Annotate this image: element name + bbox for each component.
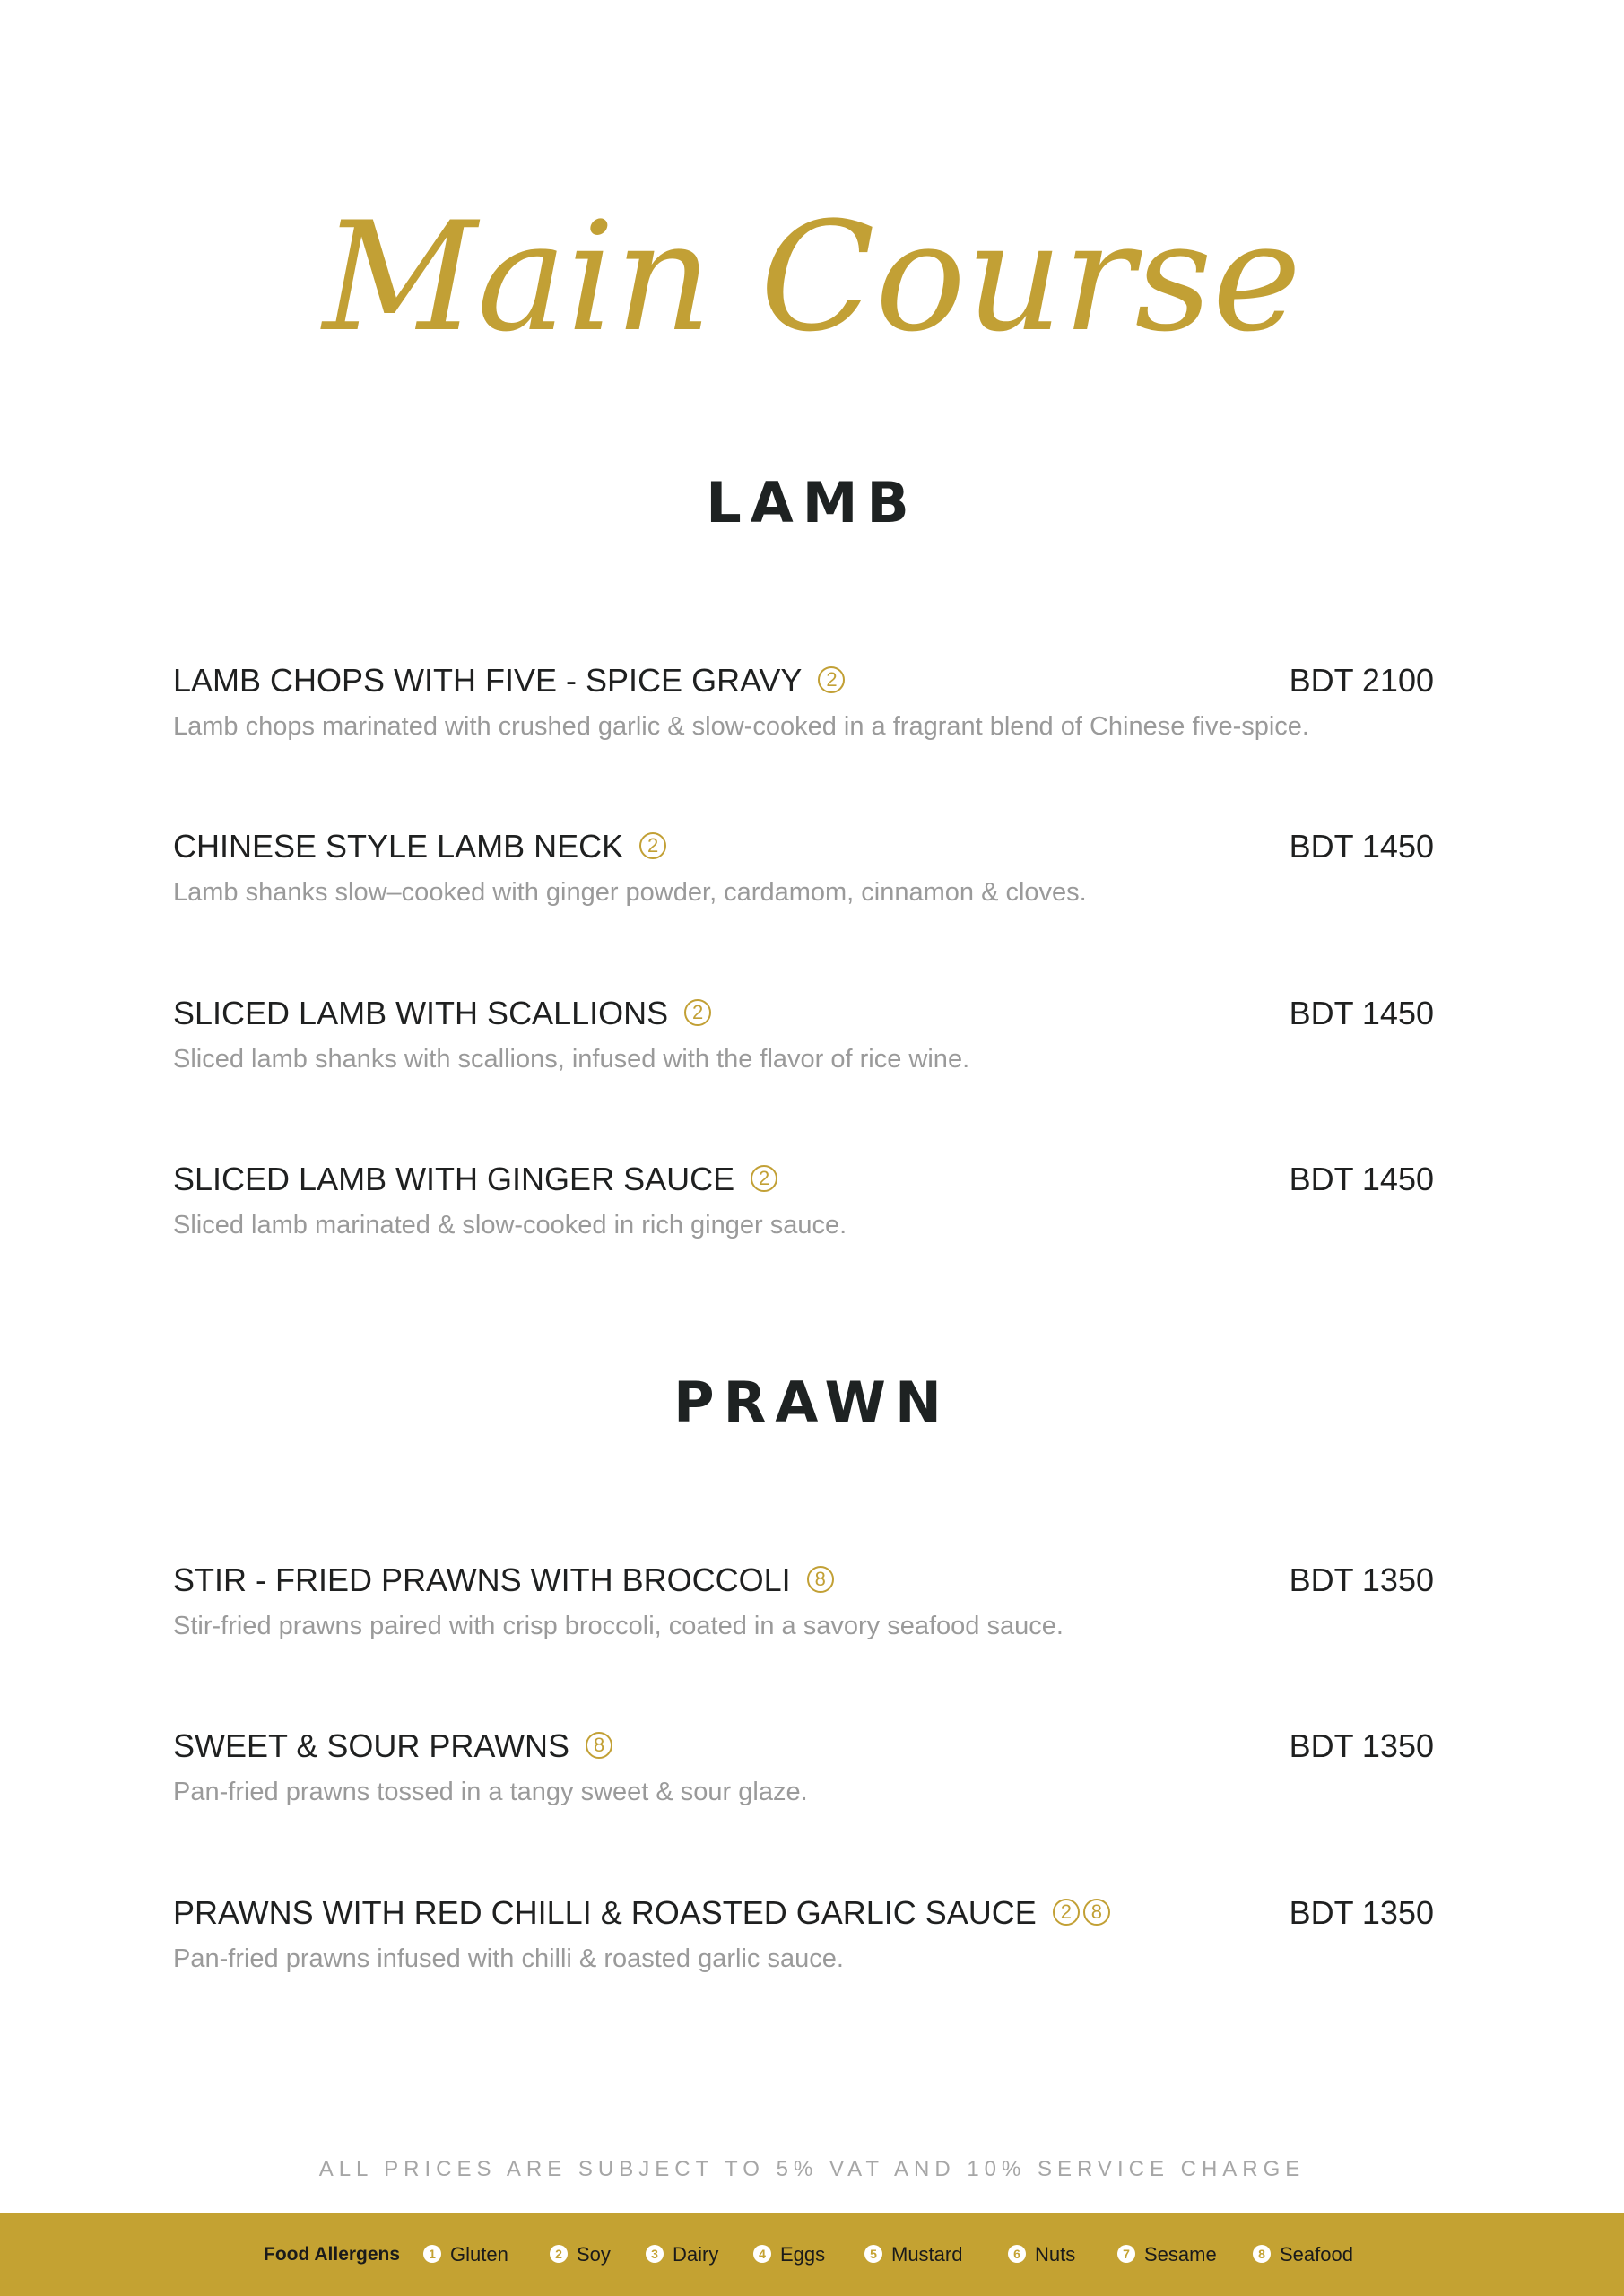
allergen-name: Mustard <box>891 2243 963 2266</box>
allergen-badge: 8 <box>586 1732 612 1759</box>
allergen-legend-item <box>753 2242 825 2267</box>
allergen-number-icon: 6 <box>1008 2245 1026 2263</box>
allergen-name: Seafood <box>1280 2243 1353 2266</box>
allergen-number-icon: 3 <box>646 2245 664 2263</box>
menu-item <box>173 1726 1434 1809</box>
item-name: STIR - FRIED PRAWNS WITH BROCCOLI <box>173 1561 791 1598</box>
allergen-legend-item <box>423 2242 508 2267</box>
menu-item <box>173 1561 1434 1643</box>
allergen-legend-label: Food Allergens <box>264 2244 401 2265</box>
item-description: Sliced lamb marinated & slow-cooked in rich ginger sauce. <box>173 1211 847 1239</box>
item-name: SLICED LAMB WITH GINGER SAUCE <box>173 1161 735 1197</box>
item-description: Lamb chops marinated with crushed garlic & slow-cooked in a fragrant blend of Chinese five-spice. <box>173 712 1309 741</box>
item-name-wrap <box>173 1726 612 1766</box>
item-description: Lamb shanks slow–cooked with ginger powder, cardamom, cinnamon & cloves. <box>173 878 1087 907</box>
item-price: BDT 1350 <box>1289 1561 1434 1598</box>
allergen-legend-item <box>646 2242 718 2267</box>
menu-item <box>173 827 1434 909</box>
allergen-legend-item <box>550 2242 611 2267</box>
allergen-number-icon: 2 <box>550 2245 568 2263</box>
allergen-badge: 8 <box>807 1566 834 1593</box>
allergen-legend-item <box>1008 2242 1075 2267</box>
item-name-wrap <box>173 661 845 700</box>
allergen-legend-item <box>864 2242 962 2267</box>
allergen-legend-bar <box>0 2213 1624 2296</box>
item-name-wrap <box>173 1561 834 1600</box>
section-heading-prawn: PRAWN <box>673 1370 951 1435</box>
allergen-name: Sesame <box>1144 2243 1217 2266</box>
allergen-badge: 2 <box>639 832 666 859</box>
allergen-number-icon: 7 <box>1117 2245 1135 2263</box>
allergen-legend-item <box>1117 2242 1217 2267</box>
allergen-number-icon: 5 <box>864 2245 882 2263</box>
allergen-number-icon: 4 <box>753 2245 771 2263</box>
item-name: PRAWNS WITH RED CHILLI & ROASTED GARLIC SAUCE <box>173 1894 1037 1931</box>
item-price: BDT 1450 <box>1289 1161 1434 1197</box>
allergen-badge: 2 <box>1053 1899 1080 1926</box>
menu-item <box>173 994 1434 1076</box>
allergen-badge: 2 <box>818 666 845 693</box>
item-name: SLICED LAMB WITH SCALLIONS <box>173 995 669 1031</box>
item-price: BDT 1450 <box>1289 828 1434 865</box>
allergen-badge: 2 <box>684 999 711 1026</box>
allergen-badge: 2 <box>751 1165 777 1192</box>
item-description: Pan-fried prawns tossed in a tangy sweet & sour glaze. <box>173 1778 808 1806</box>
section-heading-lamb: LAMB <box>706 470 918 535</box>
allergen-badge: 8 <box>1083 1899 1110 1926</box>
item-name: SWEET & SOUR PRAWNS <box>173 1727 570 1764</box>
item-price: BDT 1450 <box>1289 995 1434 1031</box>
menu-item <box>173 1893 1434 1976</box>
item-name-wrap <box>173 994 711 1033</box>
item-description: Pan-fried prawns infused with chilli & roasted garlic sauce. <box>173 1944 844 1973</box>
item-name-wrap <box>173 1160 777 1199</box>
page-title: Main Course <box>322 189 1302 365</box>
vat-service-charge-note: ALL PRICES ARE SUBJECT TO 5% VAT AND 10% SERVICE CHARGE <box>318 2157 1306 2181</box>
item-price: BDT 1350 <box>1289 1727 1434 1764</box>
allergen-name: Gluten <box>450 2243 508 2266</box>
allergen-number-icon: 8 <box>1253 2245 1271 2263</box>
item-price: BDT 2100 <box>1289 662 1434 699</box>
menu-item <box>173 661 1434 744</box>
allergen-name: Dairy <box>673 2243 719 2266</box>
allergen-legend-item <box>1253 2242 1353 2267</box>
allergen-name: Soy <box>577 2243 611 2266</box>
allergen-name: Nuts <box>1035 2243 1076 2266</box>
item-description: Stir-fried prawns paired with crisp broccoli, coated in a savory seafood sauce. <box>173 1612 1064 1640</box>
item-price: BDT 1350 <box>1289 1894 1434 1931</box>
menu-item <box>173 1160 1434 1242</box>
item-name-wrap <box>173 827 666 866</box>
item-description: Sliced lamb shanks with scallions, infused with the flavor of rice wine. <box>173 1045 970 1074</box>
item-name-wrap <box>173 1893 1110 1933</box>
item-name: CHINESE STYLE LAMB NECK <box>173 828 624 865</box>
item-name: LAMB CHOPS WITH FIVE - SPICE GRAVY <box>173 662 803 699</box>
allergen-number-icon: 1 <box>423 2245 441 2263</box>
allergen-name: Eggs <box>780 2243 826 2266</box>
